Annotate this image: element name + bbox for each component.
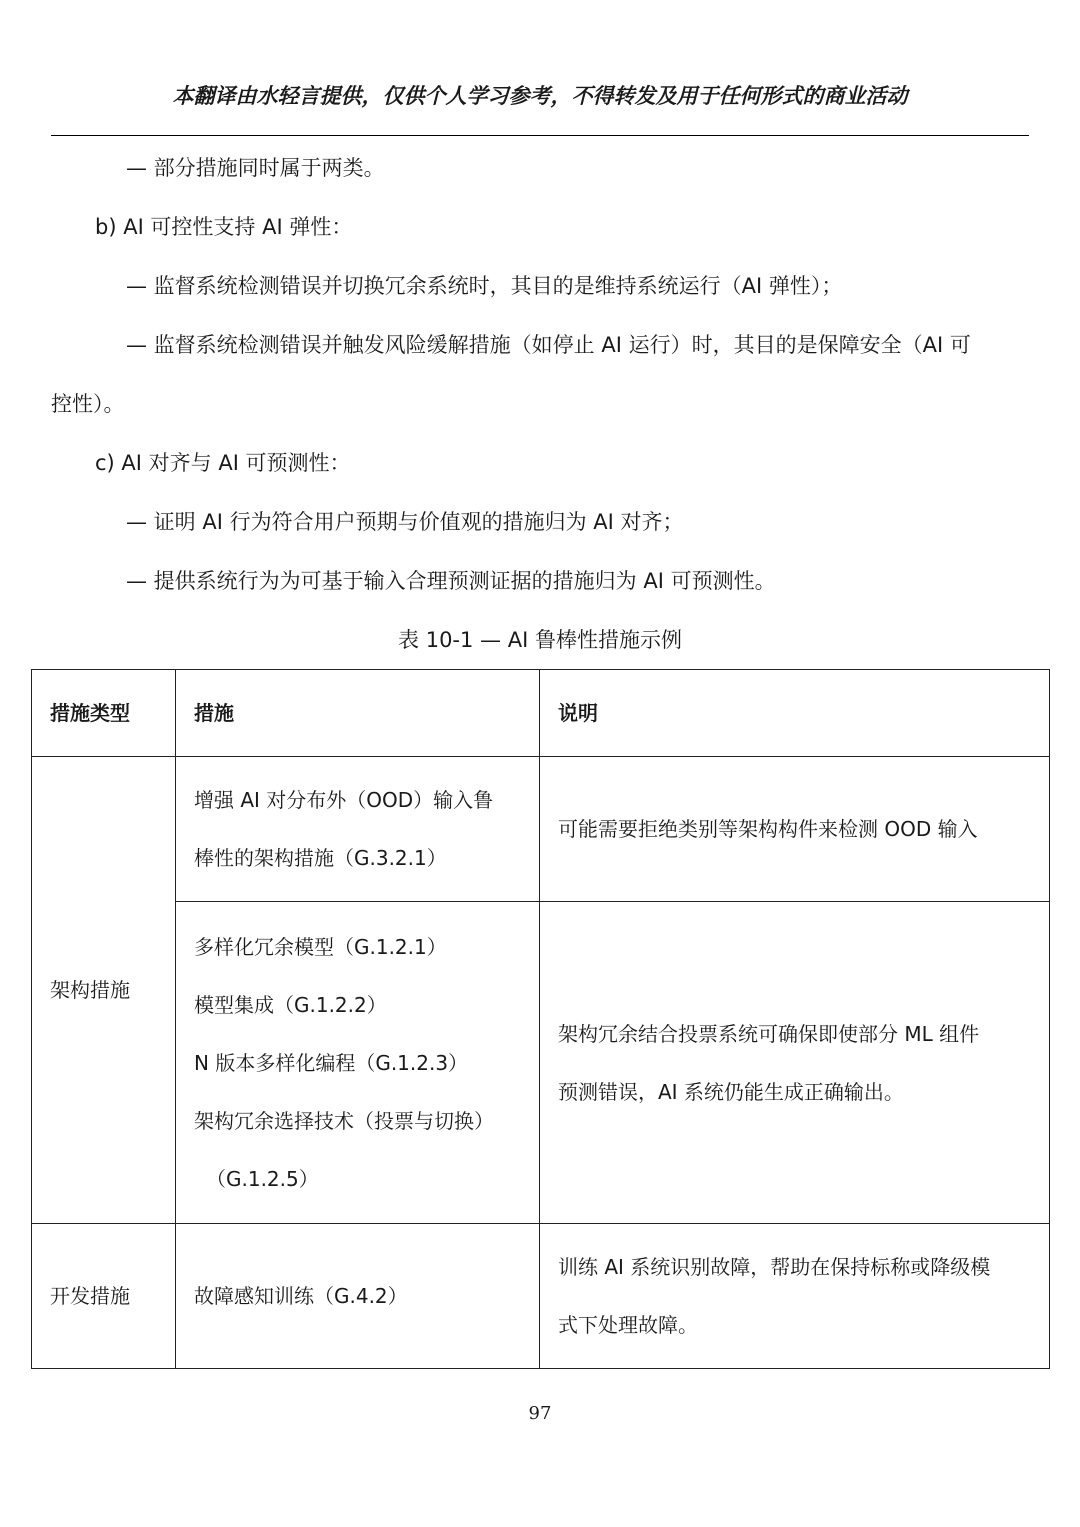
table-row xyxy=(32,757,1050,902)
description-cell xyxy=(540,1224,1050,1369)
page-header-notice: 本翻译由水轻言提供，仅供个人学习参考，不得转发及用于任何形式的商业活动 xyxy=(172,84,908,108)
header-measure-type: 措施类型 xyxy=(32,670,176,757)
paragraph-line: — 证明 AI 行为符合用户预期与价值观的措施归为 AI 对齐； xyxy=(126,510,684,534)
description-text: 预测错误，AI 系统仍能生成正确输出。 xyxy=(558,1079,904,1104)
list-heading-b: b) AI 可控性支持 AI 弹性： xyxy=(95,215,353,239)
measure-type-cell: 架构措施 xyxy=(32,757,176,1224)
description-cell: 可能需要拒绝类别等架构构件来检测 OOD 输入 xyxy=(540,757,1050,902)
description-text: 训练 AI 系统识别故障，帮助在保持标称或降级模 xyxy=(558,1255,991,1279)
description-text: 架构冗余结合投票系统可确保即使部分 ML 组件 xyxy=(558,1021,980,1046)
measure-text: 多样化冗余模型（G.1.2.1） xyxy=(194,934,447,959)
measure-text: 架构冗余选择技术（投票与切换） xyxy=(194,1108,494,1133)
paragraph-line: — 监督系统检测错误并触发风险缓解措施（如停止 AI 运行）时，其目的是保障安全（AI 可 xyxy=(126,333,971,357)
description-cell xyxy=(540,902,1050,1224)
description-text: 式下处理故障。 xyxy=(558,1313,698,1337)
table-row xyxy=(32,902,1050,1224)
paragraph-line: — 部分措施同时属于两类。 xyxy=(126,156,385,180)
robustness-measures-table xyxy=(31,669,1050,1369)
measure-cell: 故障感知训练（G.4.2） xyxy=(176,1224,540,1369)
measure-cell xyxy=(176,757,540,902)
measure-text: 棒性的架构措施（G.3.2.1） xyxy=(194,846,447,870)
table-header-row xyxy=(32,670,1050,757)
header-description: 说明 xyxy=(540,670,1050,757)
measure-text: 模型集成（G.1.2.2） xyxy=(194,992,387,1017)
measure-text: N 版本多样化编程（G.1.2.3） xyxy=(194,1050,469,1075)
header-divider xyxy=(51,135,1029,136)
measure-type-cell: 开发措施 xyxy=(32,1224,176,1369)
paragraph-line: 控性）。 xyxy=(51,392,125,416)
paragraph-line: — 监督系统检测错误并切换冗余系统时，其目的是维持系统运行（AI 弹性）； xyxy=(126,274,843,298)
table-row xyxy=(32,1224,1050,1369)
measure-cell xyxy=(176,902,540,1224)
table-caption: 表 10-1 — AI 鲁棒性措施示例 xyxy=(398,628,682,652)
page-number: 97 xyxy=(528,1403,552,1424)
list-heading-c: c) AI 对齐与 AI 可预测性： xyxy=(95,451,351,475)
paragraph-line: — 提供系统行为为可基于输入合理预测证据的措施归为 AI 可预测性。 xyxy=(126,569,776,593)
header-measure: 措施 xyxy=(176,670,540,757)
measure-text: （G.1.2.5） xyxy=(206,1166,319,1191)
measure-text: 增强 AI 对分布外（OOD）输入鲁 xyxy=(194,788,494,812)
